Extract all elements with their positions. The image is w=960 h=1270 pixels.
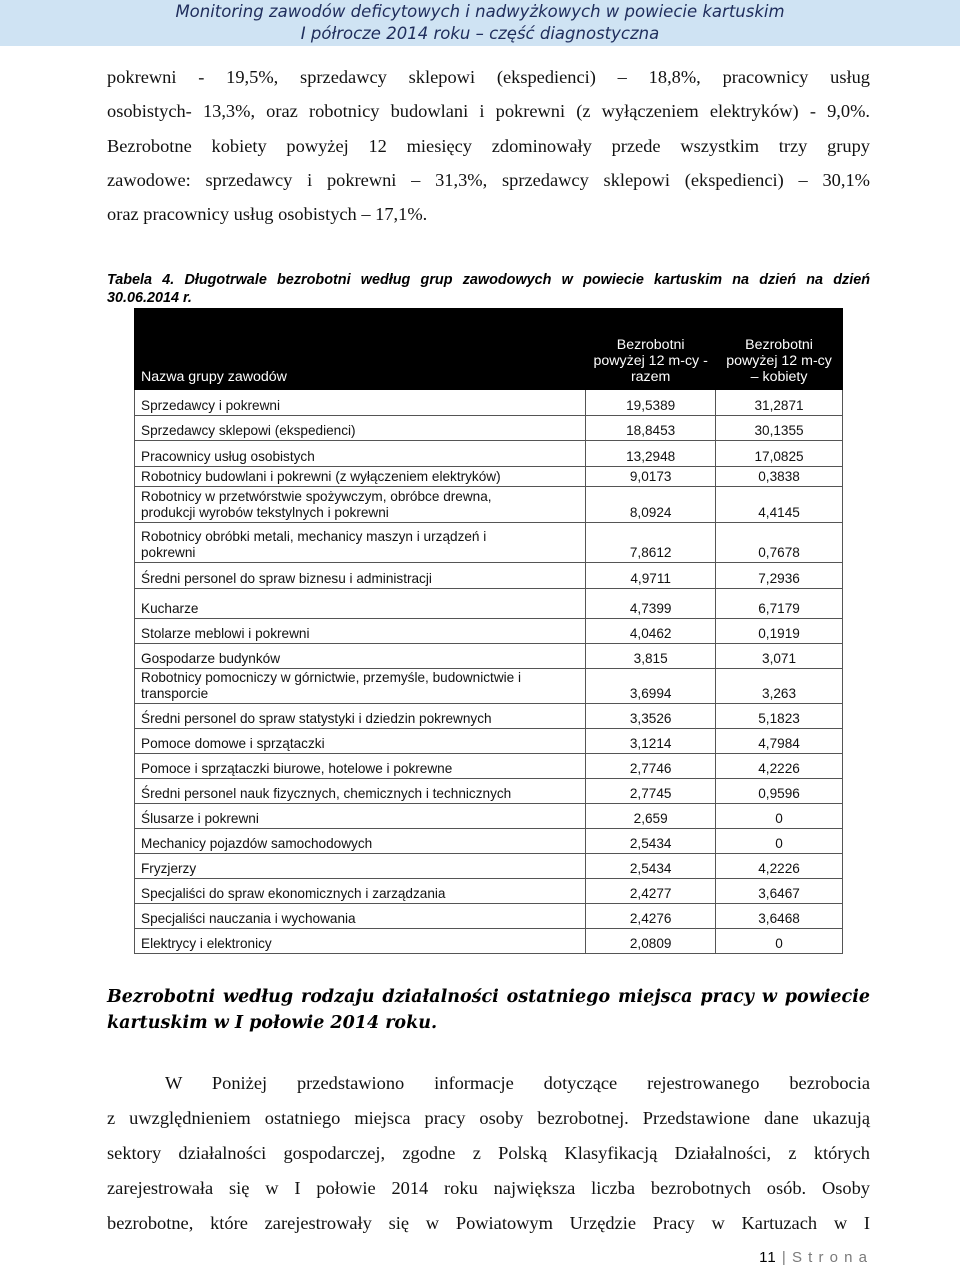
occupation-group-cell: [135, 441, 586, 467]
body-line: W Poniżej przedstawiono informacje dotyczące rejestrowanego bezrobocia: [165, 1073, 870, 1093]
total-percent-cell: 2,0809: [586, 929, 716, 954]
table-row: [135, 669, 843, 704]
table-row: [135, 729, 843, 754]
total-percent-cell: 4,0462: [586, 619, 716, 644]
women-percent-cell: 4,7984: [716, 729, 843, 754]
column-header-total: Bezrobotni powyżej 12 m-cy - razem: [586, 309, 716, 390]
occupation-group-cell: [135, 729, 586, 754]
table-row: [135, 804, 843, 829]
occupation-group-cell: [135, 754, 586, 779]
table-row: [135, 467, 843, 487]
caption-line: 30.06.2014 r.: [107, 290, 192, 306]
intro-line: pokrewni - 19,5%, sprzedawcy sklepowi (ekspedienci) – 18,8%, pracownicy usług: [107, 67, 870, 87]
women-percent-cell: 7,2936: [716, 563, 843, 589]
women-percent-cell: 4,2226: [716, 854, 843, 879]
total-percent-cell: 18,8453: [586, 416, 716, 441]
occupation-group-name: produkcji wyrobów tekstylnych i pokrewni: [141, 505, 389, 520]
occupation-group-cell: [135, 854, 586, 879]
women-percent-cell: 17,0825: [716, 441, 843, 467]
occupation-group-cell: [135, 523, 586, 563]
table-body: [135, 390, 843, 954]
total-percent-cell: 3,3526: [586, 704, 716, 729]
table-row: [135, 904, 843, 929]
heading-line: kartuskim w I połowie 2014 roku.: [107, 1013, 438, 1033]
body-line: z uwzględnieniem ostatniego miejsca pracy osoby bezrobotnej. Przedstawione dane ukazują: [107, 1107, 870, 1128]
occupation-group-name: Pracownicy usług osobistych: [141, 449, 315, 464]
footer-separator: |: [781, 1249, 787, 1266]
body-line: sektory działalności gospodarczej, zgodne z Polską Klasyfikacją Działalności, z których: [107, 1142, 870, 1163]
body-paragraph: [107, 1066, 870, 1240]
total-percent-cell: 2,4276: [586, 904, 716, 929]
occupation-group-name: Kucharze: [141, 601, 199, 616]
table-row: [135, 704, 843, 729]
women-percent-cell: 0,9596: [716, 779, 843, 804]
total-percent-cell: 19,5389: [586, 390, 716, 416]
occupation-group-name: Robotnicy budowlani i pokrewni (z wyłączeniem elektryków): [141, 469, 501, 484]
occupation-group-cell: [135, 467, 586, 487]
occupation-group-name: Gospodarze budynków: [141, 651, 281, 666]
header-line-1: Monitoring zawodów deficytowych i nadwyżkowych w powiecie kartuskim: [175, 2, 785, 21]
body-line: zarejestrowała się w I połowie 2014 roku największa liczba bezrobotnych osób. Osoby: [107, 1177, 870, 1198]
occupation-group-name: Specjaliści do spraw ekonomicznych i zarządzania: [141, 886, 446, 901]
women-percent-cell: 0,1919: [716, 619, 843, 644]
occupation-group-name: pokrewni: [141, 545, 196, 560]
intro-line: osobistych- 13,3%, oraz robotnicy budowlani i pokrewni (z wyłączeniem elektryków) - 9,0%.: [107, 101, 870, 122]
table-row: [135, 563, 843, 589]
total-percent-cell: 4,7399: [586, 589, 716, 619]
occupation-group-cell: [135, 704, 586, 729]
footer-label: S t r o n a: [791, 1249, 868, 1266]
occupation-group-cell: [135, 804, 586, 829]
occupation-group-cell: [135, 390, 586, 416]
occupation-group-name: Średni personel do spraw statystyki i dziedzin pokrewnych: [141, 711, 492, 726]
women-percent-cell: 4,4145: [716, 487, 843, 523]
column-header-group-name: Nazwa grupy zawodów: [135, 309, 586, 390]
table-row: [135, 523, 843, 563]
header-line-2: I półrocze 2014 roku – część diagnostyczna: [300, 24, 660, 43]
table-row: [135, 390, 843, 416]
total-percent-cell: 13,2948: [586, 441, 716, 467]
total-percent-cell: 2,5434: [586, 829, 716, 854]
occupation-group-name: Mechanicy pojazdów samochodowych: [141, 836, 373, 851]
women-percent-cell: 5,1823: [716, 704, 843, 729]
caption-line: Tabela 4. Długotrwale bezrobotni według grup zawodowych w powiecie kartuskim na dzień na dzień: [107, 272, 870, 288]
women-percent-cell: 0,3838: [716, 467, 843, 487]
table-row: [135, 441, 843, 467]
total-percent-cell: 2,7745: [586, 779, 716, 804]
total-percent-cell: 4,9711: [586, 563, 716, 589]
occupation-group-name: Elektrycy i elektronicy: [141, 936, 272, 951]
occupation-group-name: Fryzjerzy: [141, 861, 197, 876]
occupation-group-name: Średni personel do spraw biznesu i administracji: [141, 571, 432, 586]
total-percent-cell: 9,0173: [586, 467, 716, 487]
occupation-group-cell: [135, 669, 586, 704]
total-percent-cell: 7,8612: [586, 523, 716, 563]
occupation-group-cell: [135, 644, 586, 669]
table-header-row: [135, 309, 843, 390]
occupation-group-cell: [135, 563, 586, 589]
occupation-group-cell: [135, 619, 586, 644]
women-percent-cell: 31,2871: [716, 390, 843, 416]
occupation-group-cell: [135, 589, 586, 619]
total-percent-cell: 2,7746: [586, 754, 716, 779]
intro-line: zawodowe: sprzedawcy i pokrewni – 31,3%, sprzedawcy sklepowi (ekspedienci) – 30,1%: [107, 169, 870, 190]
occupation-group-cell: [135, 779, 586, 804]
women-percent-cell: 0: [716, 929, 843, 954]
occupation-group-name: Pomoce i sprzątaczki biurowe, hotelowe i pokrewne: [141, 761, 453, 776]
occupation-group-name: Średni personel nauk fizycznych, chemicznych i technicznych: [141, 786, 512, 801]
table-row: [135, 854, 843, 879]
total-percent-cell: 3,1214: [586, 729, 716, 754]
women-percent-cell: 4,2226: [716, 754, 843, 779]
table-caption: [107, 271, 870, 307]
table-row: [135, 619, 843, 644]
occupation-group-name: Ślusarze i pokrewni: [141, 811, 259, 826]
column-header-women: Bezrobotni powyżej 12 m-cy – kobiety: [716, 309, 843, 390]
women-percent-cell: 3,071: [716, 644, 843, 669]
women-percent-cell: 0,7678: [716, 523, 843, 563]
table-row: [135, 879, 843, 904]
occupation-group-name: Pomoce domowe i sprzątaczki: [141, 736, 325, 751]
occupation-group-cell: [135, 487, 586, 523]
women-percent-cell: 30,1355: [716, 416, 843, 441]
women-percent-cell: 0: [716, 829, 843, 854]
page-footer: [700, 1249, 868, 1266]
occupation-group-cell: [135, 904, 586, 929]
section-heading: [107, 984, 870, 1036]
total-percent-cell: 3,815: [586, 644, 716, 669]
occupation-group-name: Specjaliści nauczania i wychowania: [141, 911, 356, 926]
long-term-unemployed-table: [134, 308, 843, 954]
occupation-group-name: Robotnicy w przetwórstwie spożywczym, obróbce drewna,: [141, 489, 492, 504]
occupation-group-name: transporcie: [141, 686, 209, 701]
table-row: [135, 779, 843, 804]
body-line: bezrobotne, które zarejestrowały się w Powiatowym Urzędzie Pracy w Kartuzach w I: [107, 1212, 870, 1233]
table-row: [135, 644, 843, 669]
occupation-group-cell: [135, 879, 586, 904]
occupation-group-name: Sprzedawcy sklepowi (ekspedienci): [141, 423, 356, 438]
intro-line: Bezrobotne kobiety powyżej 12 miesięcy zdominowały przede wszystkim trzy grupy: [107, 135, 870, 156]
total-percent-cell: 3,6994: [586, 669, 716, 704]
women-percent-cell: 6,7179: [716, 589, 843, 619]
occupation-group-name: Robotnicy pomocniczy w górnictwie, przemyśle, budownictwie i: [141, 670, 522, 685]
table-row: [135, 929, 843, 954]
intro-line: oraz pracownicy usług osobistych – 17,1%.: [107, 204, 428, 225]
table-row: [135, 829, 843, 854]
total-percent-cell: 8,0924: [586, 487, 716, 523]
intro-paragraph: [107, 60, 870, 231]
women-percent-cell: 0: [716, 804, 843, 829]
women-percent-cell: 3,263: [716, 669, 843, 704]
women-percent-cell: 3,6468: [716, 904, 843, 929]
occupation-group-cell: [135, 829, 586, 854]
total-percent-cell: 2,5434: [586, 854, 716, 879]
table-row: [135, 416, 843, 441]
total-percent-cell: 2,4277: [586, 879, 716, 904]
occupation-group-name: Sprzedawcy i pokrewni: [141, 398, 281, 413]
page-number: 11: [759, 1249, 777, 1266]
table-row: [135, 754, 843, 779]
heading-line: Bezrobotni według rodzaju działalności ostatniego miejsca pracy w powiecie: [107, 987, 870, 1007]
table-row: [135, 589, 843, 619]
occupation-group-cell: [135, 929, 586, 954]
occupation-group-name: Robotnicy obróbki metali, mechanicy maszyn i urządzeń i: [141, 529, 487, 544]
occupation-group-cell: [135, 416, 586, 441]
total-percent-cell: 2,659: [586, 804, 716, 829]
table-row: [135, 487, 843, 523]
occupation-group-name: Stolarze meblowi i pokrewni: [141, 626, 310, 641]
women-percent-cell: 3,6467: [716, 879, 843, 904]
running-header: [0, 0, 960, 46]
